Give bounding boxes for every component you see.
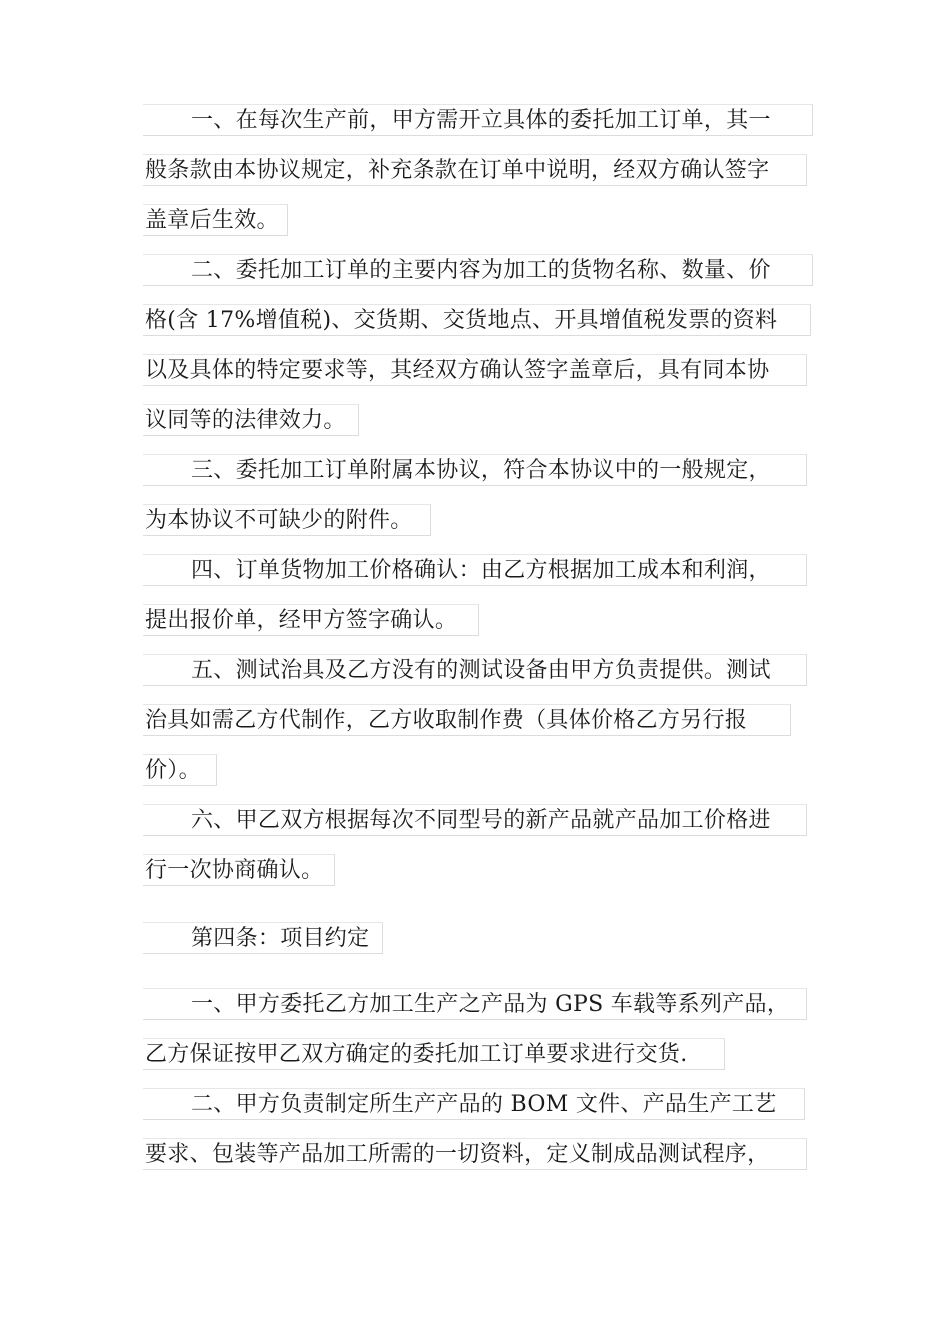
text-line: 三、委托加工订单附属本协议，符合本协议中的一般规定，	[143, 454, 807, 486]
text-line: 议同等的法律效力。	[143, 404, 359, 436]
text-line: 行一次协商确认。	[143, 854, 335, 886]
text-line: 一、甲方委托乙方加工生产之产品为 GPS 车载等系列产品，	[143, 988, 807, 1020]
text-line: 乙方保证按甲乙双方确定的委托加工订单要求进行交货.	[143, 1038, 725, 1070]
text-line: 二、委托加工订单的主要内容为加工的货物名称、数量、价	[143, 254, 813, 286]
text-line: 为本协议不可缺少的附件。	[143, 504, 431, 536]
text-line: 六、甲乙双方根据每次不同型号的新产品就产品加工价格进	[143, 804, 807, 836]
text-line: 价）。	[143, 754, 217, 786]
text-line: 治具如需乙方代制作，乙方收取制作费（具体价格乙方另行报	[143, 704, 791, 736]
text-line: 般条款由本协议规定，补充条款在订单中说明，经双方确认签字	[143, 154, 807, 186]
text-line: 一、在每次生产前，甲方需开立具体的委托加工订单，其一	[143, 104, 813, 136]
text-line: 五、测试治具及乙方没有的测试设备由甲方负责提供。测试	[143, 654, 807, 686]
text-line: 格(含 17%增值税)、交货期、交货地点、开具增值税发票的资料	[143, 304, 811, 336]
section-heading: 第四条：项目约定	[143, 922, 383, 954]
text-line: 提出报价单，经甲方签字确认。	[143, 604, 479, 636]
text-line: 要求、包装等产品加工所需的一切资料，定义制成品测试程序，	[143, 1138, 807, 1170]
text-line: 盖章后生效。	[143, 204, 288, 236]
text-line: 以及具体的特定要求等，其经双方确认签字盖章后，具有同本协	[143, 354, 807, 386]
text-line: 四、订单货物加工价格确认：由乙方根据加工成本和利润，	[143, 554, 807, 586]
text-line: 二、甲方负责制定所生产产品的 BOM 文件、产品生产工艺	[143, 1088, 805, 1120]
